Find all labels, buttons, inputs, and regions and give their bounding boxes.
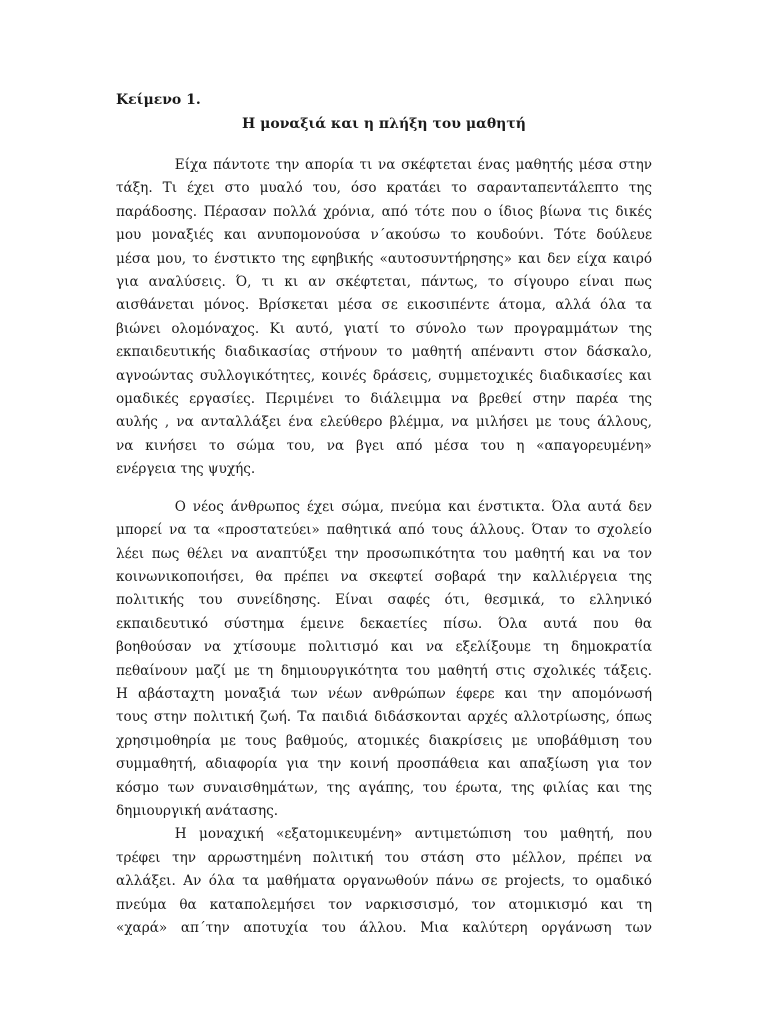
paragraph-line: βιώνει ολομόναχος. Κι αυτό, γιατί το σύνολο των προγραμμάτων της (116, 320, 652, 337)
paragraph-line: Ο νέος άνθρωπος έχει σώμα, πνεύμα και ένστικτα. Όλα αυτά δεν (134, 498, 652, 515)
paragraph-line: μου μοναξιές και ανυπομονούσα ν΄ακούσω το κουδούνι. Τότε δούλευε (116, 227, 652, 244)
paragraph-gap (116, 482, 652, 496)
paragraph-line: χρησιμοθηρία με τους βαθμούς, ατομικές διακρίσεις με υποβάθμιση του (116, 732, 652, 749)
paragraph-line: τρέφει την αρρωστημένη πολιτική του στάση στο μέλλον, πρέπει να (116, 849, 652, 866)
paragraph-line: για αναλύσεις. Ό, τι κι αν σκέφτεται, πάντως, το σίγουρο είναι πως (116, 274, 652, 291)
paragraph-line: τάξη. Τι έχει στο μυαλό του, όσο κρατάει το σαρανταπεντάλεπτο της (116, 180, 652, 197)
paragraph-line: πνεύμα θα καταπολεμήσει τον ναρκισσισμό, τον ατομικισμό και τη (116, 896, 652, 913)
paragraph-line: αυλής , να ανταλλάξει ένα ελεύθερο βλέμμα, να μιλήσει με τους άλλους, (116, 414, 652, 431)
paragraph-line: συμμαθητή, αδιαφορία για την κοινή προσπάθεια και απαξίωση για τον (116, 756, 652, 773)
paragraph-line: μπορεί να τα «προστατεύει» παθητικά από τους άλλους. Όταν το σχολείο (116, 522, 652, 539)
paragraph-line: παράδοσης. Πέρασαν πολλά χρόνια, από τότε που ο ίδιος βίωνα τις δικές (116, 203, 652, 220)
paragraph-line: Η μοναχική «εξατομικευμένη» αντιμετώπιση του μαθητή, που (134, 826, 652, 843)
paragraph-line: εκπαιδευτικής διαδικασίας στήνουν το μαθητή απέναντι στον δάσκαλο, (116, 344, 652, 361)
paragraph-line: Η αβάσταχτη μοναξιά των νέων ανθρώπων έφερε και την απομόνωσή (116, 685, 652, 702)
document-title: Η μοναξιά και η πλήξη του μαθητή (242, 116, 526, 132)
paragraph-line: αισθάνεται μόνος. Βρίσκεται μέσα σε εικοσιπέντε άτομα, αλλά όλα τα (116, 297, 652, 314)
paragraph-line: πεθαίνουν μαζί με τη δημιουργικότητα του μαθητή στις σχολικές τάξεις. (116, 662, 652, 679)
paragraph-line: εκπαιδευτικό σύστημα έμεινε δεκαετίες πίσω. Όλα αυτά που θα (116, 615, 652, 632)
paragraph-line: τους στην πολιτική ζωή. Τα παιδιά διδάσκονται αρχές αλλοτρίωσης, όπως (116, 709, 652, 726)
paragraph-line: να κινήσει το σώμα του, να βγει από μέσα του η «απαγορευμένη» (116, 437, 652, 454)
paragraph-3 (116, 823, 652, 940)
paragraph-line: κοινωνικοποιήσει, θα πρέπει να σκεφτεί σοβαρά την καλλιέργεια της (116, 568, 652, 585)
text-label: Κείμενο 1. (116, 92, 201, 108)
paragraph-line: πολιτικής του συνείδησης. Είναι σαφές ότι, θεσμικά, το ελληνικό (116, 592, 652, 609)
paragraph-line: ενέργεια της ψυχής. (116, 461, 256, 478)
paragraph-line: ομαδικές εργασίες. Περιμένει το διάλειμμα να βρεθεί στην παρέα της (116, 391, 652, 408)
paragraph-line: μέσα μου, το ένστικτο της εφηβικής «αυτοσυντήρησης» και δεν είχα καιρό (116, 250, 652, 267)
paragraph-1 (116, 154, 652, 482)
paragraph-line: αγνοώντας συλλογικότητες, κοινές δράσεις, συμμετοχικές διαδικασίες και (116, 367, 652, 384)
paragraph-line: κόσμο των συναισθημάτων, της αγάπης, του έρωτα, της φιλίας και της (116, 779, 652, 796)
paragraph-line: αλλάξει. Αν όλα τα μαθήματα οργανωθούν πάνω σε projects, το ομαδικό (116, 873, 652, 890)
paragraph-line: βοηθούσαν να χτίσουμε πολιτισμό και να εξελίξουμε τη δημοκρατία (116, 639, 652, 656)
paragraph-2 (116, 496, 652, 824)
paragraph-line: Είχα πάντοτε την απορία τι να σκέφτεται ένας μαθητής μέσα στην (134, 157, 652, 173)
paragraph-line: λέει πως θέλει να αναπτύξει την προσωπικότητα του μαθητή και να τον (116, 545, 652, 562)
paragraph-line: «χαρά» απ΄την αποτυχία του άλλου. Μια καλύτερη οργάνωση των (116, 920, 652, 936)
paragraph-line: δημιουργική ανάτασης. (116, 802, 279, 819)
